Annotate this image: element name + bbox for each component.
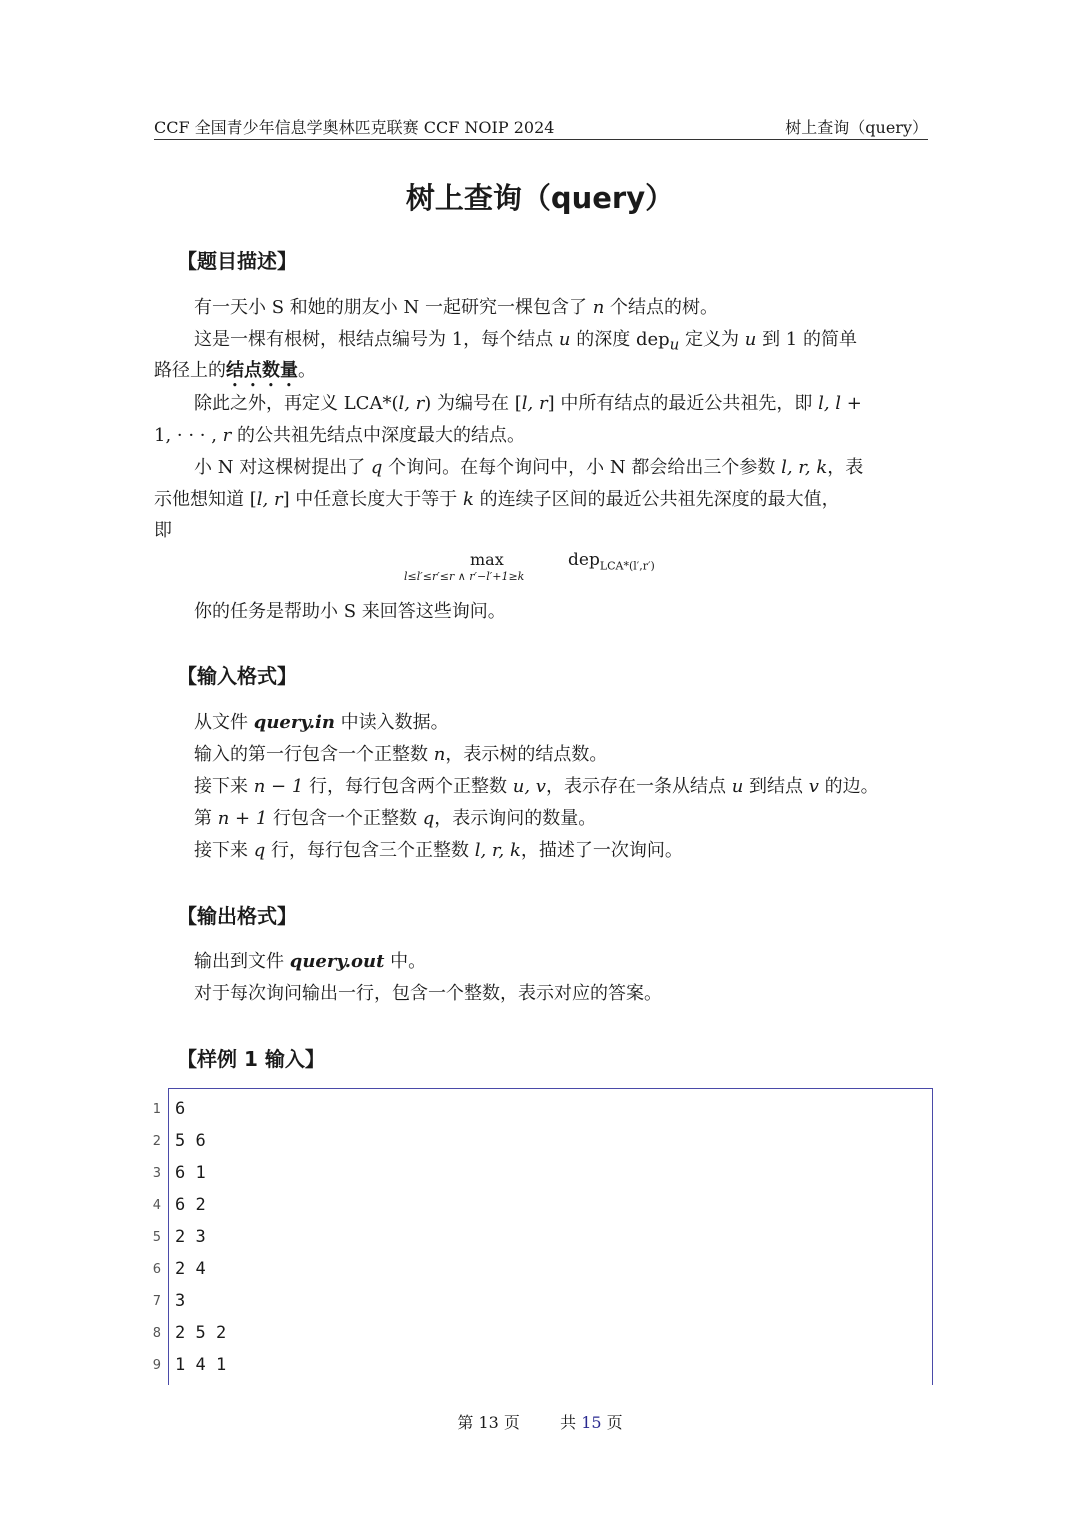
line-number: 6 [152, 1262, 161, 1277]
input-line-2: 输入的第一行包含一个正整数 n，表示树的结点数。 [194, 744, 608, 765]
desc-paragraph-1: 有一天小 S 和她的朋友小 N 一起研究一棵包含了 n 个结点的树。 [194, 297, 719, 318]
max-depth-formula [400, 550, 680, 590]
desc-paragraph-2-cont: 路径上的结点数量。 [154, 360, 316, 381]
code-line [152, 1127, 932, 1159]
output-line-1: 输出到文件 query.out 中。 [194, 951, 427, 972]
emphasis-node-count: 结点数量 [226, 360, 298, 381]
section-heading-description: 【题目描述】 [177, 249, 297, 273]
code-text: 3 [175, 1291, 186, 1311]
section-heading-input: 【输入格式】 [177, 664, 297, 688]
desc-paragraph-4-end: 即 [154, 520, 172, 541]
output-filename: query.out [289, 951, 385, 972]
code-line [152, 1351, 932, 1383]
page-footer [0, 1410, 1080, 1433]
line-number: 3 [152, 1166, 161, 1181]
page-title: 树上查询（query） [405, 181, 675, 215]
code-text: 5 6 [175, 1131, 206, 1151]
input-line-4: 第 n + 1 行包含一个正整数 q，表示询问的数量。 [194, 808, 597, 829]
code-text: 1 4 1 [175, 1355, 227, 1375]
header-problem-name: 树上查询（query） [785, 118, 928, 137]
code-text: 2 4 [175, 1259, 206, 1279]
input-line-3: 接下来 n − 1 行，每行包含两个正整数 u, v，表示存在一条从结点 u 到结点 v 的边。 [194, 776, 879, 797]
input-filename: query.in [253, 712, 335, 733]
output-line-2: 对于每次询问输出一行，包含一个整数，表示对应的答案。 [194, 983, 662, 1004]
desc-paragraph-3: 除此之外，再定义 LCA*(l, r) 为编号在 [l, r] 中所有结点的最近公共祖先，即 l, l + [194, 393, 862, 414]
page-number: 第 13 页 [457, 1413, 520, 1432]
code-text: 2 3 [175, 1227, 206, 1247]
section-heading-sample-input: 【样例 1 输入】 [177, 1047, 325, 1071]
line-number: 2 [152, 1134, 161, 1149]
code-line [152, 1255, 932, 1287]
page-header [154, 113, 928, 140]
input-line-5: 接下来 q 行，每行包含三个正整数 l, r, k，描述了一次询问。 [194, 840, 683, 861]
code-line [152, 1223, 932, 1255]
desc-paragraph-3-cont: 1, · · · , r 的公共祖先结点中深度最大的结点。 [154, 425, 526, 446]
desc-paragraph-4: 小 N 对这棵树提出了 q 个询问。在每个询问中，小 N 都会给出三个参数 l, r, k，表 [194, 457, 864, 478]
desc-paragraph-5: 你的任务是帮助小 S 来回答这些询问。 [194, 601, 506, 622]
formula-dep: dep$_{LCA*(l',r')}$ [568, 550, 655, 573]
formula-max: max [470, 550, 504, 569]
code-text: 6 1 [175, 1163, 206, 1183]
total-pages: 共 15 页 [560, 1413, 623, 1432]
desc-paragraph-2: 这是一棵有根树，根结点编号为 1，每个结点 u 的深度 dep$_u$ 定义为 u 到 1 的简单 [194, 329, 857, 354]
header-contest-name: CCF 全国青少年信息学奥林匹克联赛 CCF NOIP 2024 [154, 118, 555, 137]
line-number: 9 [152, 1358, 161, 1373]
code-line [152, 1191, 932, 1223]
desc-paragraph-4-cont: 示他想知道 [l, r] 中任意长度大于等于 k 的连续子区间的最近公共祖先深度的最大值， [154, 489, 840, 510]
line-number: 4 [152, 1198, 161, 1213]
sample-input-code-block [152, 1088, 933, 1385]
code-line [152, 1159, 932, 1191]
input-line-1: 从文件 query.in 中读入数据。 [194, 712, 449, 733]
section-heading-output: 【输出格式】 [177, 904, 297, 928]
line-number: 7 [152, 1294, 161, 1309]
code-line [152, 1095, 932, 1127]
line-number: 5 [152, 1230, 161, 1245]
code-text: 6 2 [175, 1195, 206, 1215]
line-number: 8 [152, 1326, 161, 1341]
code-text: 2 5 2 [175, 1323, 227, 1343]
line-number: 1 [152, 1102, 161, 1117]
code-text: 6 [175, 1099, 186, 1119]
formula-subscript: l≤l′≤r′≤r ∧ r′−l′+1≥k [404, 570, 525, 583]
code-line [152, 1319, 932, 1351]
code-line [152, 1287, 932, 1319]
